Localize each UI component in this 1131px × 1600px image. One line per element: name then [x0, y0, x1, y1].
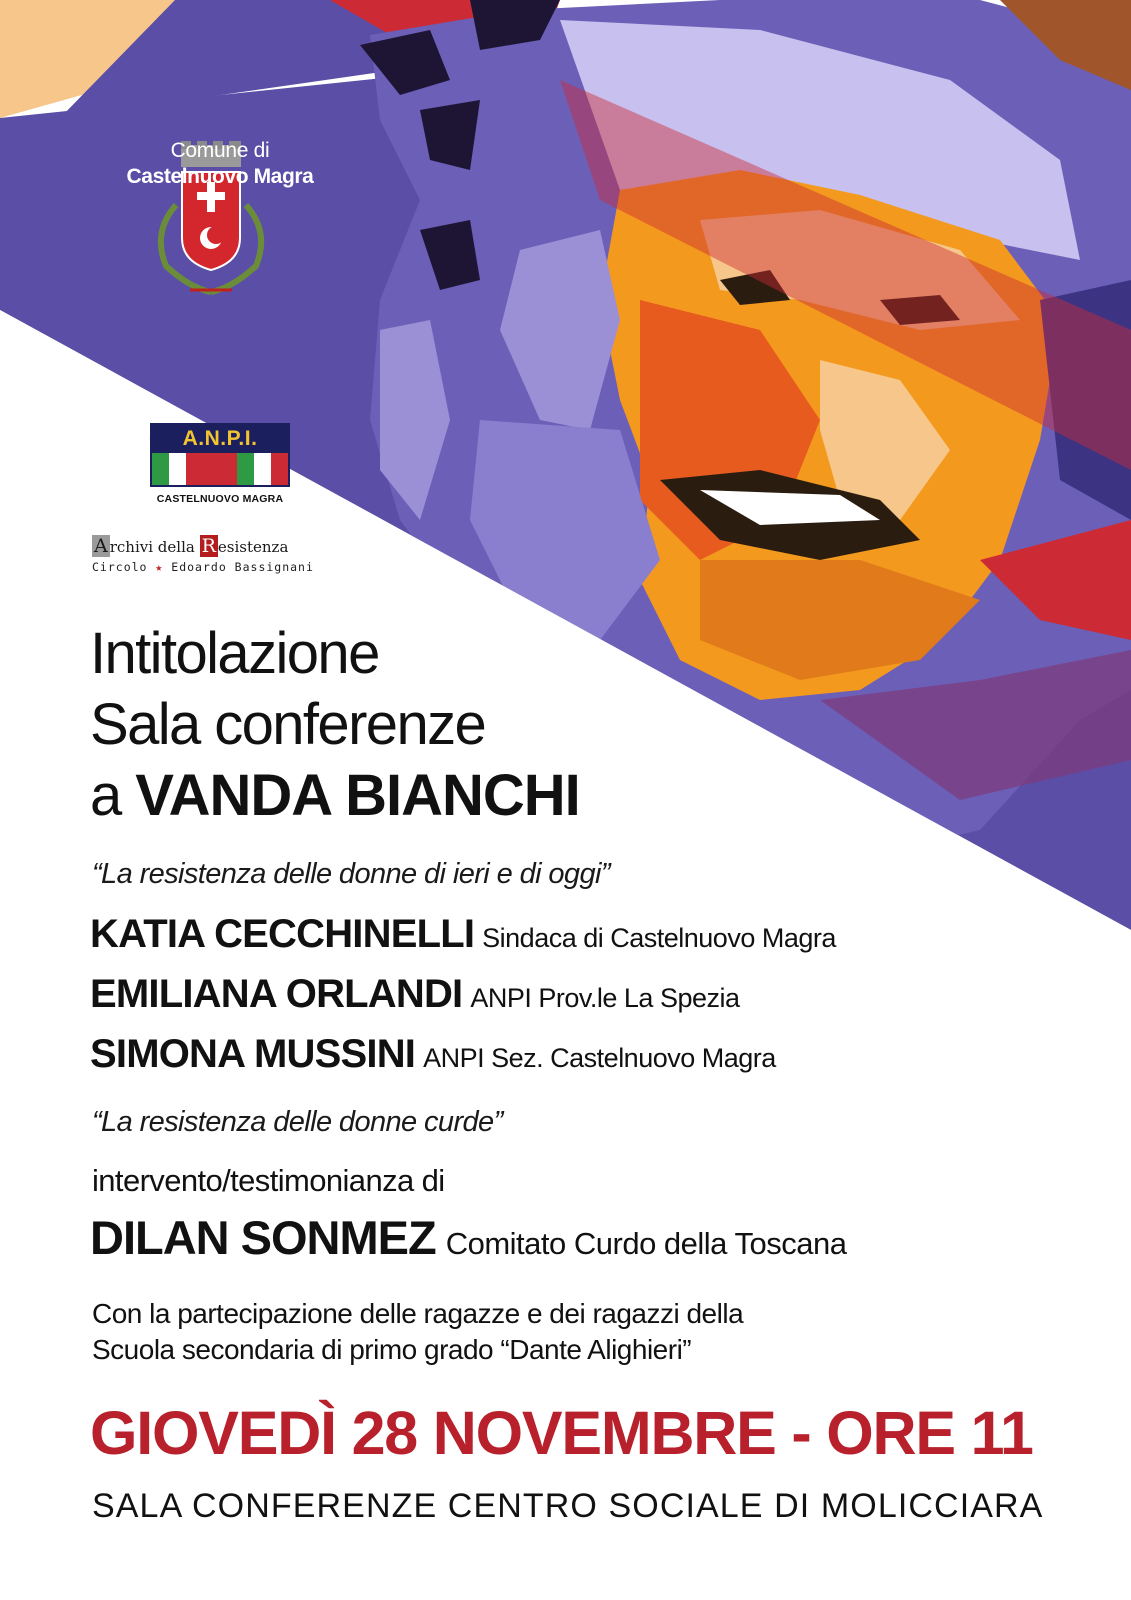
- session2-intro: intervento/testimonianza di: [92, 1163, 445, 1198]
- archivi-initial-a: A: [94, 535, 108, 557]
- speaker-row: [90, 1032, 776, 1077]
- archivi-title: [92, 535, 352, 557]
- comune-logo: [100, 138, 340, 190]
- headline: [90, 618, 790, 831]
- archivi-subtitle: [92, 560, 352, 574]
- event-venue: SALA CONFERENZE CENTRO SOCIALE DI MOLICCIARA: [92, 1487, 1044, 1525]
- archivi-sub-left: Circolo: [92, 560, 148, 574]
- speaker-row: [90, 912, 836, 957]
- comune-name: Castelnuovo Magra: [126, 165, 314, 188]
- speaker-name: SIMONA MUSSINI: [90, 1032, 416, 1076]
- anpi-logo: [150, 423, 290, 505]
- session2-quote: “La resistenza delle donne curde”: [92, 1106, 503, 1138]
- speaker-role: ANPI Sez. Castelnuovo Magra: [423, 1043, 776, 1073]
- archivi-sub-right: Edoardo Bassignani: [171, 560, 314, 574]
- event-date: GIOVEDÌ 28 NOVEMBRE - ORE 11: [90, 1399, 1033, 1467]
- participation-line2: Scuola secondaria di primo grado “Dante Alighieri”: [92, 1334, 692, 1365]
- headline-line1: Intitolazione: [90, 621, 379, 686]
- anpi-flag: [150, 423, 290, 487]
- anpi-subtitle: CASTELNUOVO MAGRA: [156, 493, 284, 505]
- headline-line3: [90, 760, 790, 831]
- guest-speaker-row: [90, 1210, 846, 1265]
- speaker-row: [90, 972, 740, 1017]
- guest-speaker-name: DILAN SONMEZ: [90, 1211, 436, 1264]
- anpi-title: A.N.P.I.: [182, 427, 258, 450]
- archivi-logo: [92, 535, 352, 574]
- comune-label: Comune di: [170, 139, 270, 162]
- speaker-name: KATIA CECCHINELLI: [90, 912, 475, 956]
- guest-speaker-role: Comitato Curdo della Toscana: [445, 1226, 847, 1261]
- session1-quote: “La resistenza delle donne di ieri e di oggi”: [92, 858, 610, 890]
- participation-note: [92, 1296, 743, 1368]
- participation-line1: Con la partecipazione delle ragazze e dei ragazzi della: [92, 1298, 744, 1329]
- italian-flag-icon: [152, 453, 288, 485]
- archivi-title-part2: esistenza: [217, 538, 289, 556]
- speaker-role: ANPI Prov.le La Spezia: [470, 983, 740, 1013]
- headline-line2: Sala conferenze: [90, 692, 486, 757]
- headline-prefix: a: [90, 763, 121, 828]
- archivi-title-part1: rchivi della: [109, 538, 200, 556]
- star-icon: ★: [155, 560, 164, 574]
- honoree-name: VANDA BIANCHI: [135, 763, 580, 828]
- speaker-name: EMILIANA ORLANDI: [90, 972, 463, 1016]
- speaker-role: Sindaca di Castelnuovo Magra: [482, 923, 836, 953]
- archivi-initial-r: R: [201, 535, 216, 557]
